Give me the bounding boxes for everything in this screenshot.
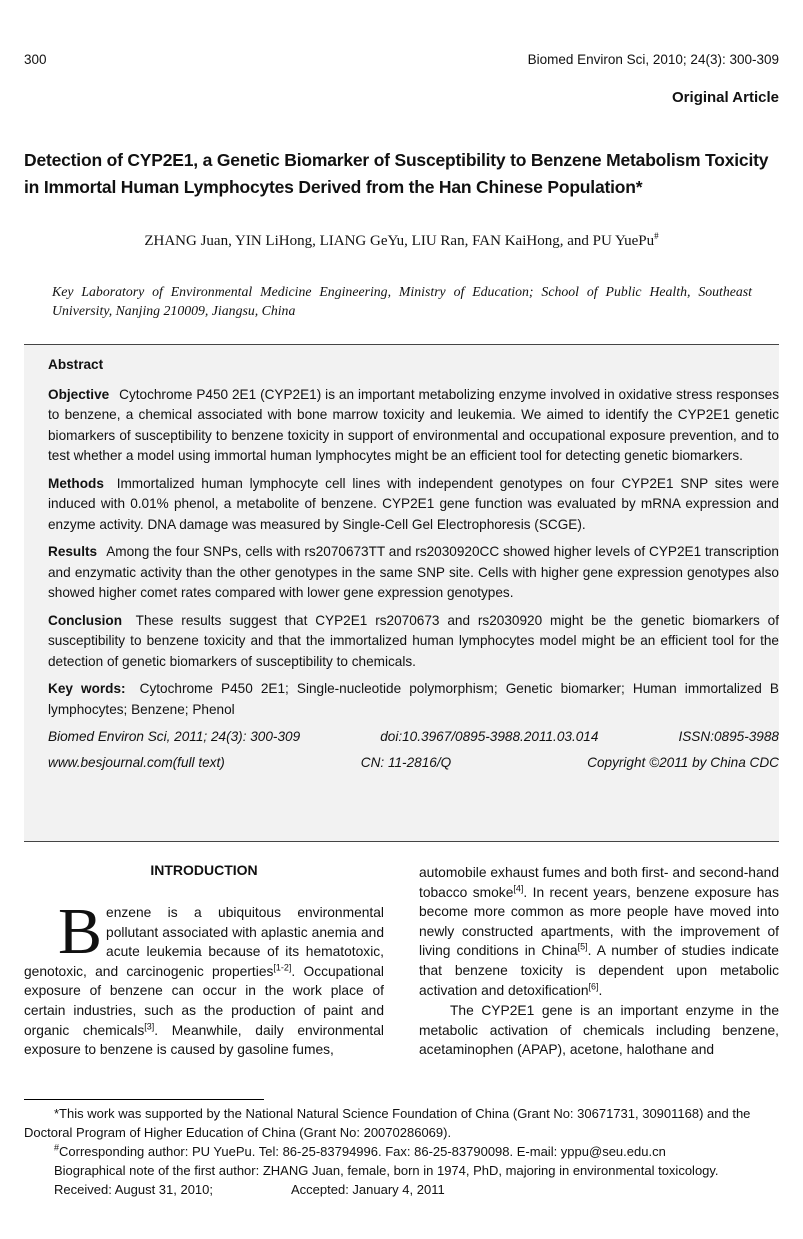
dates-note: [24, 1180, 779, 1199]
conclusion-label: Conclusion: [48, 612, 123, 628]
authors-mark: #: [654, 231, 659, 241]
abstract-heading: Abstract: [48, 357, 104, 372]
citation-ref[interactable]: [6]: [588, 980, 599, 991]
gasoline-tail: automobile exhaust fumes and both first- and second-hand tobacco smoke: [419, 865, 779, 900]
citation-row: [48, 727, 779, 749]
citation-ref[interactable]: [1-2]: [273, 962, 292, 973]
abstract-box: [24, 344, 779, 842]
abstract-objective: [48, 385, 779, 467]
website-row: [48, 753, 779, 775]
cn-number: CN: 11-2816/Q: [360, 755, 452, 770]
methods-label: Methods: [48, 475, 104, 491]
keywords-label: Key words:: [48, 681, 126, 696]
citation: Biomed Environ Sci, 2011; 24(3): 300-309: [48, 729, 301, 744]
corresponding-note: #Corresponding author: PU YuePu. Tel: 86-25-83794996. Fax: 86-25-83790098. E-mail: yppu@seu.edu.cn: [54, 1142, 666, 1159]
objective-label: Objective: [48, 386, 110, 402]
conclusion-text: These results suggest that CYP2E1 rs2070673 and rs2030920 might be the genetic biomarkers of susceptibility to benzene toxicity and that the immortalized human lymphocytes model might be an efficient tool for the detection of genetic biomarkers of susceptibility to chemicals.: [48, 612, 779, 669]
page-number: 300: [24, 52, 47, 67]
body-column-right: [419, 863, 779, 1060]
results-label: Results: [48, 544, 98, 559]
accepted-date: Accepted: January 4, 2011: [291, 1182, 445, 1197]
body-column-left: [24, 895, 384, 1060]
intro-paragraph-2: The CYP2E1 gene is an important enzyme in the metabolic activation of chemicals including benzene, acetaminophen (APAP), acetone, halothane and: [419, 1003, 779, 1058]
affiliation: Key Laboratory of Environmental Medicine Engineering, Ministry of Education; School of Public Health, Southeast University, Nanjing 210009, Jiangsu, China: [52, 284, 752, 318]
biographical-note: Biographical note of the first author: ZHANG Juan, female, born in 1974, PhD, majoring in environmental toxicology.: [54, 1163, 719, 1178]
article-title: Detection of CYP2E1, a Genetic Biomarker of Susceptibility to Benzene Metabolism Toxicity in Immortal Human Lymphocytes Derived from the Han Chinese Population*: [24, 150, 769, 197]
issn: ISSN:0895-3988: [678, 729, 779, 744]
intro-paragraph-1-cont: automobile exhaust fumes and both first- and second-hand tobacco smoke[4]. In recent years, benzene exposure has become more common as more people have moved into newly constructed apartments, with the improvement of living conditions in China[5]. A number of studies indicate that benzene toxicity is dependent upon metabolic activation and detoxification[6].: [419, 865, 780, 998]
citation-ref[interactable]: [5]: [577, 941, 588, 952]
abstract-conclusion: [48, 611, 779, 673]
intro-paragraph-1: Benzene is a ubiquitous environmental pollutant associated with aplastic anemia and acute leukemia because of its hematotoxic, genotoxic, and carcinogenic properties[1-2]. Occupational exposure of benzene can occur in the work place of certain industries, such as the production of paint and organic chemicals[3]. Meanwhile, daily environmental exposure to benzene is caused by gasoline fumes,: [24, 895, 384, 1058]
abstract-methods: [48, 474, 779, 536]
keywords-text: Cytochrome P450 2E1; Single-nucleotide polymorphism; Genetic biomarker; Human immortalized B lymphocytes; Benzene; Phenol: [48, 681, 779, 717]
copyright: Copyright ©2011 by China CDC: [587, 755, 779, 770]
footnotes: [24, 1104, 779, 1199]
objective-text: Cytochrome P450 2E1 (CYP2E1) is an important metabolizing enzyme involved in oxidative stress responses to benzene, a chemical associated with bone marrow toxicity and leukemia. We aimed to identify the CYP2E1 genetic biomarkers of susceptibility to benzene toxicity in support of environmental and occupational exposure prevention, and to test whether a model using immortal human lymphocytes might be an efficient tool for detecting genetic biomarkers.: [48, 386, 779, 463]
received-date: Received: August 31, 2010;: [54, 1182, 214, 1197]
doi[interactable]: doi:10.3967/0895-3988.2011.03.014: [380, 729, 599, 744]
abstract-results: [48, 542, 779, 604]
journal-website[interactable]: www.besjournal.com(full text): [48, 755, 225, 770]
results-text: Among the four SNPs, cells with rs2070673TT and rs2030920CC showed higher levels of CYP2E1 transcription and enzymatic activity than the other genotypes in the same SNP site. Cells with higher gene expression genotypes also showed higher comet rates compared with lower gene expression genotypes.: [48, 544, 779, 600]
abstract-keywords: [48, 679, 779, 720]
citation-ref[interactable]: [4]: [513, 883, 524, 893]
drop-cap: B: [58, 895, 103, 968]
funding-note: *This work was supported by the National Natural Science Foundation of China (Grant No: 30671731, 30901168) and the Doctoral Program of Higher Education of China (Grant No: 20070286069).: [24, 1106, 751, 1140]
article-type: Original Article: [672, 89, 779, 106]
authors-text: ZHANG Juan, YIN LiHong, LIANG GeYu, LIU Ran, FAN KaiHong, and PU YuePu: [144, 233, 655, 249]
journal-reference: Biomed Environ Sci, 2010; 24(3): 300-309: [527, 52, 779, 67]
methods-text: Immortalized human lymphocyte cell lines with independent genotypes on four CYP2E1 SNP sites were induced with 0.01% phenol, a metabolite of benzene. CYP2E1 gene function was evaluated by mRNA expression and enzyme activity. DNA damage was measured by Single-Cell Gel Electrophoresis (SCGE).: [48, 475, 779, 532]
author-list: [0, 233, 803, 250]
citation-ref[interactable]: [3]: [144, 1020, 155, 1031]
introduction-heading: INTRODUCTION: [150, 862, 258, 878]
footnote-divider: [24, 1099, 264, 1100]
